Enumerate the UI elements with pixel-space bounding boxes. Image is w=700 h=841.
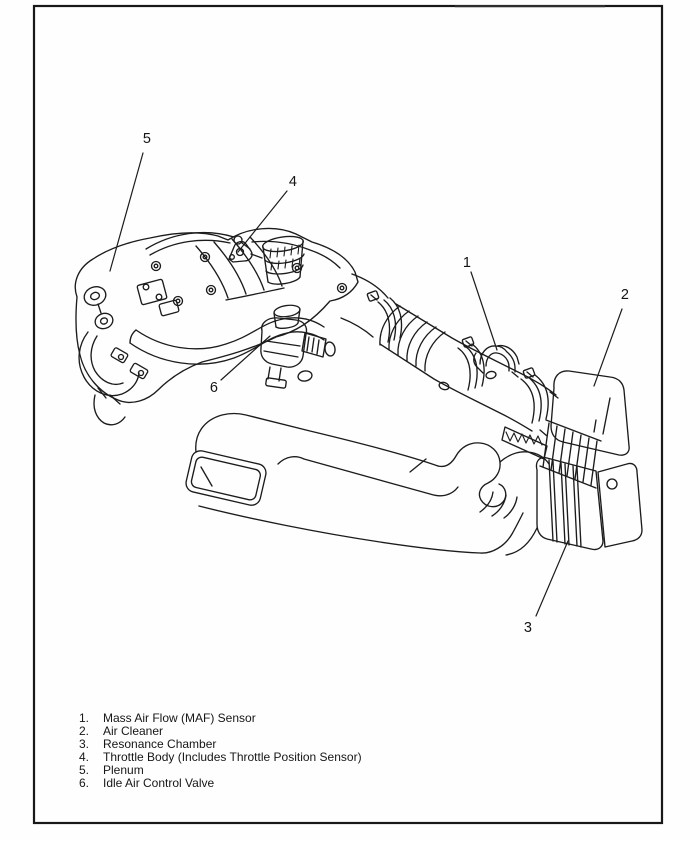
throttle-body-drawing <box>229 234 304 284</box>
callout-6: 6 <box>209 379 219 396</box>
legend-item <box>79 777 362 790</box>
legend-item <box>79 725 362 738</box>
leader-line-5 <box>110 153 143 271</box>
legend-item <box>79 738 362 751</box>
legend <box>79 712 362 789</box>
intake-duct-drawing <box>341 274 558 436</box>
legend-item-number: 1. <box>79 711 90 725</box>
legend-item-label: Throttle Body (Includes Throttle Position Sensor) <box>103 749 362 764</box>
callout-3: 3 <box>523 619 533 636</box>
leader-line-1 <box>471 272 497 350</box>
legend-item-number: 3. <box>79 736 90 751</box>
callout-2: 2 <box>620 286 630 303</box>
resonance-chamber-drawing <box>184 414 642 556</box>
callout-5: 5 <box>142 130 152 147</box>
legend-item-number: 2. <box>79 723 90 738</box>
maf-sensor-drawing <box>474 346 519 380</box>
legend-item-label: Resonance Chamber <box>103 736 217 751</box>
legend-item <box>79 712 362 725</box>
scan-artifact <box>455 5 605 8</box>
leader-line-2 <box>594 309 622 386</box>
legend-item-number: 4. <box>79 749 90 764</box>
leader-line-3 <box>536 541 568 616</box>
legend-item <box>79 764 362 777</box>
legend-item-label: Mass Air Flow (MAF) Sensor <box>103 711 256 725</box>
legend-item-label: Plenum <box>103 762 144 777</box>
legend-item-label: Idle Air Control Valve <box>103 775 215 790</box>
legend-item <box>79 751 362 764</box>
callout-leader-lines <box>110 153 622 616</box>
legend-item-label: Air Cleaner <box>103 723 164 738</box>
legend-item-number: 6. <box>79 775 90 790</box>
figure-border <box>34 5 662 823</box>
callout-4: 4 <box>288 173 298 190</box>
callout-1: 1 <box>462 254 472 271</box>
idle-air-control-valve-drawing <box>130 304 336 389</box>
legend-item-number: 5. <box>79 762 90 777</box>
